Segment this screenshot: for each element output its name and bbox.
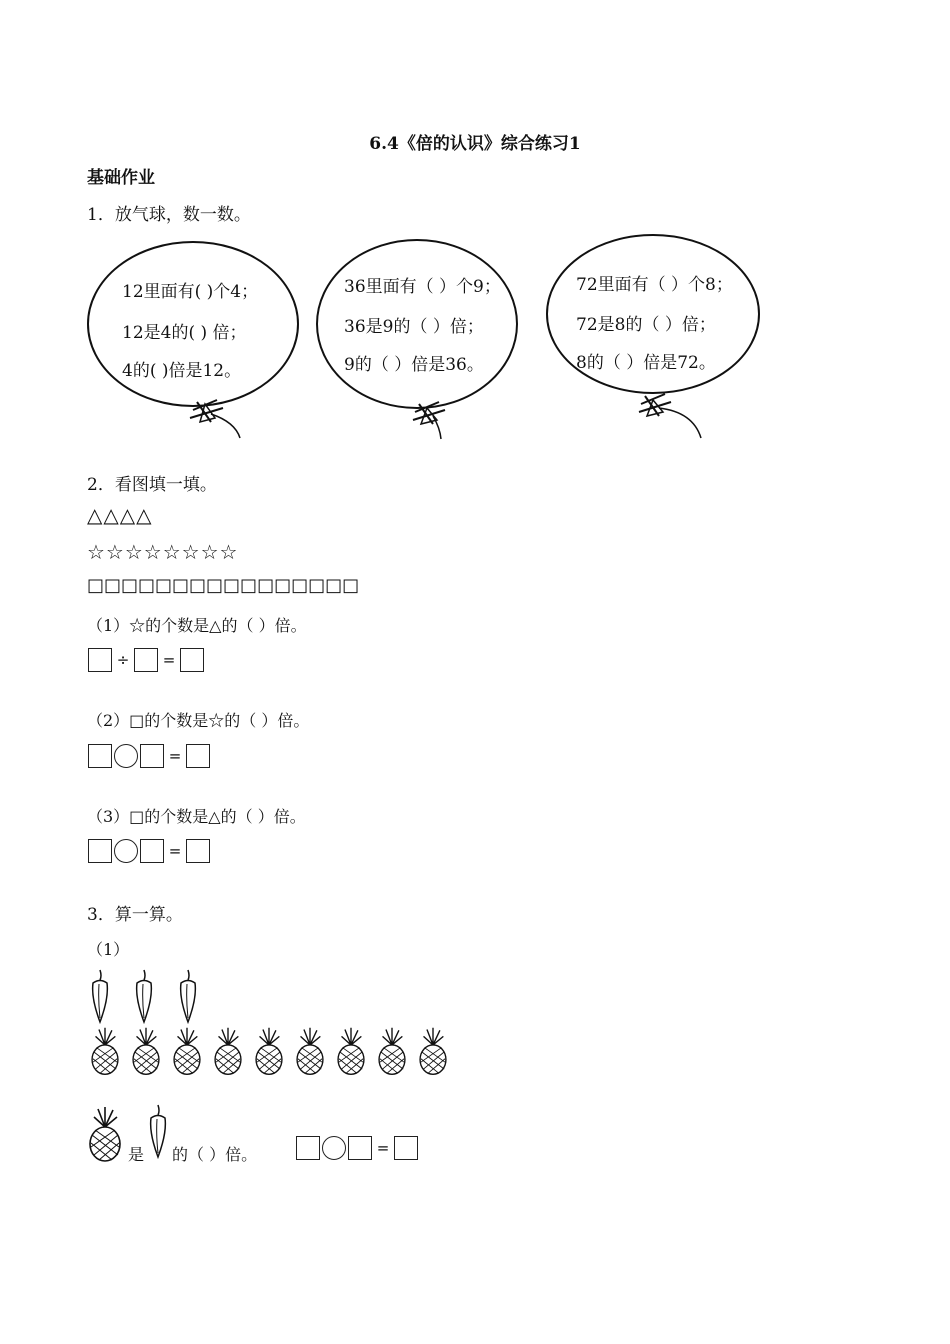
pineapple-icon [291, 1026, 329, 1080]
pineapple-icon [414, 1026, 452, 1080]
pepper-row [88, 968, 200, 1028]
q3-is-text: 是 [128, 1145, 145, 1164]
answer-box[interactable] [180, 648, 204, 672]
pineapple-icon [127, 1026, 165, 1080]
answer-box[interactable] [88, 839, 112, 863]
balloon-3-icon [545, 230, 770, 445]
equals-sign: = [168, 842, 182, 860]
answer-box[interactable] [296, 1136, 320, 1160]
balloon-1 [85, 232, 305, 447]
answer-box[interactable] [88, 744, 112, 768]
squares-row: □□□□□□□□□□□□□□□□ [87, 575, 360, 596]
stars-row: ☆☆☆☆☆☆☆☆ [87, 540, 239, 564]
pineapple-icon [86, 1105, 124, 1167]
balloon-2-icon [315, 232, 535, 447]
q3-label: 3．算一算。 [87, 905, 183, 925]
balloon-3 [545, 230, 770, 445]
pepper-icon [176, 968, 200, 1028]
page-title: 6.4《倍的认识》综合练习1 [369, 134, 581, 154]
answer-box[interactable] [140, 839, 164, 863]
balloon-2-line-3: 9的（ ）倍是36。 [344, 355, 484, 375]
answer-box[interactable] [88, 648, 112, 672]
equals-sign: = [376, 1139, 390, 1157]
pineapple-icon [86, 1026, 124, 1080]
pineapple-icon [250, 1026, 288, 1080]
balloon-1-line-1: 12里面有( )个4； [122, 282, 259, 302]
q1-label: 1．放气球，数一数。 [87, 205, 251, 225]
answer-box[interactable] [140, 744, 164, 768]
balloon-2-line-2: 36是9的（ ）倍； [344, 317, 484, 337]
balloon-3-line-3: 8的（ ）倍是72。 [576, 353, 716, 373]
q3-equation [296, 1134, 418, 1162]
equals-sign: = [168, 747, 182, 765]
q2-sub-3: （3）□的个数是△的（ ）倍。 [87, 807, 306, 826]
q2-label: 2．看图填一填。 [87, 475, 217, 495]
q2-sub-2: （2）□的个数是☆的（ ）倍。 [87, 711, 310, 730]
q2-equation-1 [88, 646, 204, 674]
q2-sub-1: （1）☆的个数是△的（ ）倍。 [87, 616, 307, 635]
triangles-row: △△△△ [87, 503, 153, 527]
answer-box[interactable] [186, 744, 210, 768]
pineapple-icon [332, 1026, 370, 1080]
answer-box[interactable] [348, 1136, 372, 1160]
balloon-1-line-3: 4的( )倍是12。 [122, 361, 242, 381]
pineapple-icon [373, 1026, 411, 1080]
balloon-2 [315, 232, 535, 447]
pineapple-icon [168, 1026, 206, 1080]
q2-equation-3 [88, 837, 210, 865]
pepper-icon [146, 1103, 170, 1163]
balloon-1-line-2: 12是4的( ) 倍； [122, 323, 247, 343]
pepper-icon [132, 968, 156, 1028]
operator-circle[interactable] [114, 744, 138, 768]
pineapple-icon [209, 1026, 247, 1080]
q3-sub-1: （1） [87, 940, 130, 959]
pineapple-row [86, 1026, 452, 1080]
pepper-icon [88, 968, 112, 1028]
balloon-2-line-1: 36里面有（ ）个9； [344, 277, 501, 297]
answer-box[interactable] [186, 839, 210, 863]
q3-of-text: 的（ ）倍。 [172, 1145, 258, 1164]
divide-sign: ÷ [116, 651, 130, 669]
answer-box[interactable] [394, 1136, 418, 1160]
balloon-3-line-2: 72是8的（ ）倍； [576, 315, 716, 335]
operator-circle[interactable] [322, 1136, 346, 1160]
equals-sign: = [162, 651, 176, 669]
balloon-3-line-1: 72里面有（ ）个8； [576, 275, 733, 295]
q2-equation-2 [88, 742, 210, 770]
section-heading: 基础作业 [87, 168, 155, 188]
operator-circle[interactable] [114, 839, 138, 863]
answer-box[interactable] [134, 648, 158, 672]
